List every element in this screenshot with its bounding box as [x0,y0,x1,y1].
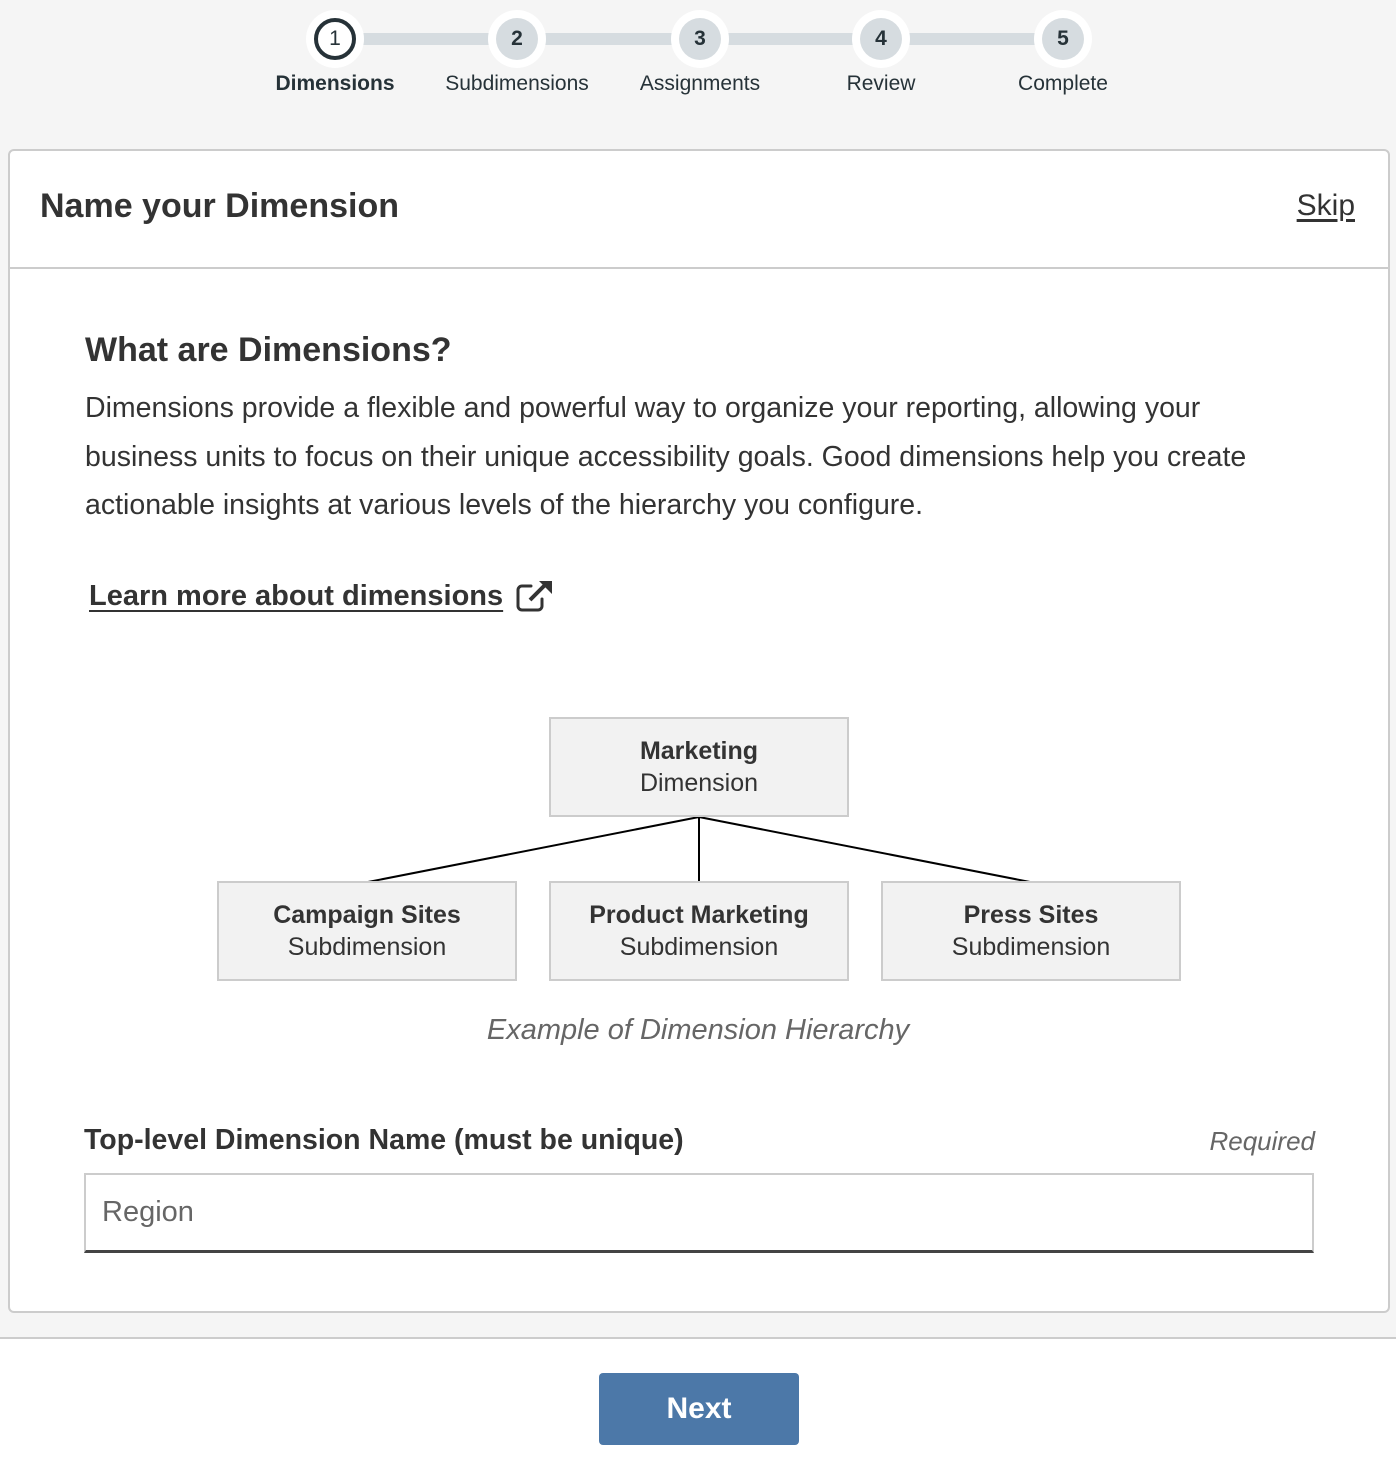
node-title: Marketing [639,737,759,765]
step-label: Complete [1018,72,1108,95]
section-description: Dimensions provide a flexible and powerful way to organize your reporting, allowing your business units to focus on their unique accessibility goals. Good dimensions help you create actionable insights at various levels of the hierarchy you configure. [85,392,1247,521]
step-subdimensions[interactable] [417,10,617,96]
footer-bar [0,1337,1396,1460]
node-title: Product Marketing [589,901,809,929]
card-header [10,151,1388,269]
diagram-caption: Example of Dimension Hierarchy [486,1014,910,1046]
progress-stepper [0,0,1396,148]
dimension-name-label: Top-level Dimension Name (must be unique) [84,1124,684,1156]
step-number: 3 [679,18,721,60]
section-title: What are Dimensions? [85,331,452,369]
node-title: Press Sites [963,901,1099,929]
learn-more-link[interactable] [89,579,555,613]
node-subtitle: Subdimension [619,933,779,961]
intro-section [85,331,1317,612]
step-assignments[interactable] [600,10,800,96]
step-label: Subdimensions [445,72,589,95]
step-dimensions[interactable] [235,10,435,96]
learn-more-label: Learn more about dimensions [89,579,504,612]
step-number: 5 [1042,18,1084,60]
step-number: 1 [314,18,356,60]
dimension-name-input[interactable] [84,1173,1314,1253]
required-indicator: Required [1209,1126,1315,1156]
step-review[interactable] [781,10,981,96]
step-label: Review [846,72,916,95]
external-link-icon [515,579,555,613]
skip-link[interactable]: Skip [1296,189,1355,222]
step-number: 2 [496,18,538,60]
step-complete[interactable] [963,10,1163,96]
step-label: Assignments [639,72,761,95]
node-subtitle: Subdimension [951,933,1111,961]
page-title: Name your Dimension [40,187,399,225]
step-number: 4 [860,18,902,60]
node-title: Campaign Sites [273,901,461,929]
node-subtitle: Dimension [639,769,759,797]
step-label: Dimensions [275,72,395,95]
next-button[interactable]: Next [599,1373,799,1445]
node-subtitle: Subdimension [287,933,447,961]
